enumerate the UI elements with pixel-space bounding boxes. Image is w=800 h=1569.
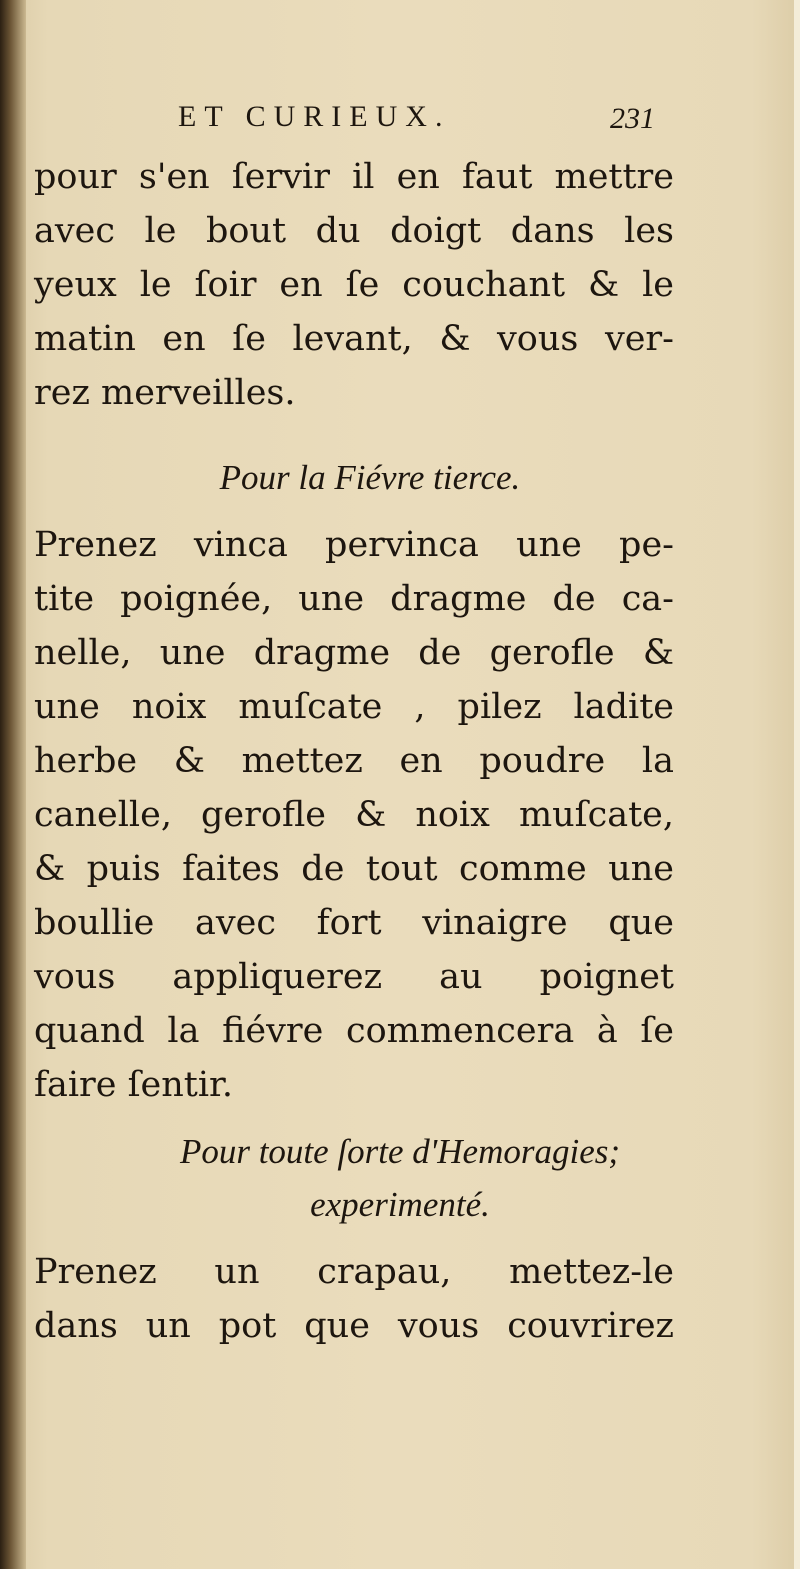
text-line: boullie avec fort vinaigre que <box>34 903 674 943</box>
paragraph-eye-remedy-end <box>34 150 674 420</box>
text-line: avec le bout du doigt dans les <box>34 211 674 251</box>
text-line: dans un pot que vous couvrirez <box>34 1306 674 1346</box>
page-edge <box>794 0 800 1569</box>
text-line: pour s'en ſervir il en faut mettre <box>34 157 674 197</box>
page-header <box>0 100 800 150</box>
text-line: tite poignée, une dragme de ca- <box>34 579 674 619</box>
text-line: vous appliquerez au poignet <box>34 957 674 997</box>
text-line: nelle, une dragme de gerofle & <box>34 633 674 673</box>
text-line: Prenez vinca pervinca une pe- <box>34 525 674 565</box>
text-line: quand la fiévre commencera à ſe <box>34 1011 674 1051</box>
paragraph-fever-remedy <box>34 518 674 1112</box>
text-line: herbe & mettez en poudre la <box>34 741 674 781</box>
paragraph-hemorrhage-remedy <box>34 1245 674 1353</box>
section-heading-hemorrhages: Pour toute ſorte d'Hemoragies; <box>179 1132 621 1171</box>
section-heading-fever: Pour la Fiévre tierce. <box>219 458 521 497</box>
book-spine-shadow <box>0 0 26 1569</box>
text-line: une noix muſcate , pilez ladite <box>34 687 674 727</box>
text-line: rez merveilles. <box>34 373 296 413</box>
text-line: canelle, gerofle & noix muſcate, <box>34 795 674 835</box>
page-number: 231 <box>610 102 655 135</box>
running-title: ET CURIEUX. <box>178 100 451 133</box>
section-heading-hemorrhages-line2: experimenté. <box>310 1185 490 1224</box>
text-line: & puis faites de tout comme une <box>34 849 674 889</box>
text-line: faire ſentir. <box>34 1065 234 1105</box>
text-line: Prenez un crapau, mettez-le <box>34 1252 674 1292</box>
text-line: yeux le ſoir en ſe couchant & le <box>34 265 674 305</box>
text-line: matin en ſe levant, & vous ver- <box>34 319 674 359</box>
